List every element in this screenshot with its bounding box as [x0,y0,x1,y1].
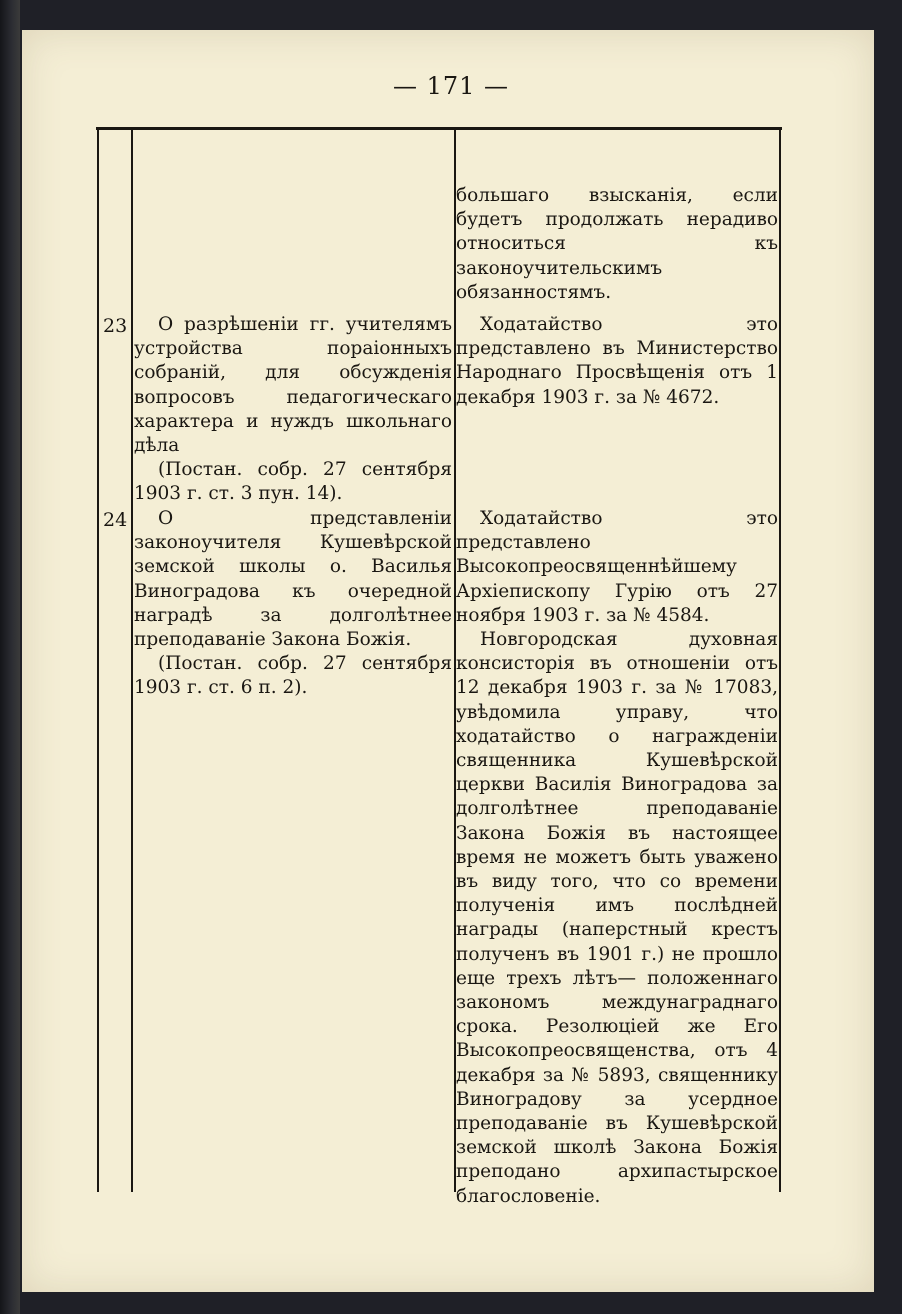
continuation-paragraph: большаго взысканія, если будетъ продолжать нерадиво относиться къ законоучительскимъ обязанностямъ. [456,185,778,303]
resolution-paragraph: Ходатайство это представлено въ Министерство Народнаго Просвѣщенія отъ 1 декабря 1903 г. за № 4672. [456,314,778,408]
entry-reference: (Постан. собр. 27 сентября 1903 г. ст. 6 п. 2). [134,653,452,699]
entry-number: 24 [103,509,128,531]
entry-resolution [456,313,778,410]
resolution-paragraph: Ходатайство это представлено Высокопреосвященнѣйшему Архіепископу Гурію отъ 27 ноября 1903 г. за № 4584. [456,508,778,626]
number-column-divider [131,130,133,1192]
table-left-border [97,130,99,1192]
entry-resolution [456,507,778,1209]
page-number: — 171 — [392,72,510,100]
resolution-paragraph: Новгородская духовная консисторія въ отношеніи отъ 12 декабря 1903 г. за № 17083, увѣдомила управу, что ходатайство о награжденіи священника Кушевѣрской церкви Василія Виноградова за долголѣтнее преподаваніе Закона Божія въ настоящее время не можетъ быть уважено въ виду того, что со времени полученія имъ послѣдней награды (наперстный крестъ полученъ въ 1901 г.) не прошло еще трехъ лѣтъ— положеннаго закономъ междунаграднаго срока. Резолюціей же Его Высокопреосвященства, отъ 4 декабря за № 5893, священнику Виноградову за усердное преподаваніе въ Кушевѣрской земской школѣ Закона Божія преподано архипастырское благословеніе. [456,629,778,1207]
entry-number: 23 [103,315,128,337]
table-right-border [779,130,781,1192]
entry-subject-text: О разрѣшеніи гг. учителямъ устройства пораіонныхъ собраній, для обсужденія вопросовъ педагогическаго характера и нуждъ школьнаго дѣла [134,314,452,457]
book-spine [0,0,20,1314]
entry-reference: (Постан. собр. 27 сентября 1903 г. ст. 3 пун. 14). [134,459,452,505]
entry-subject-text: О представленіи законоучителя Кушевѣрской земской школы о. Василья Виноградова къ очередной наградѣ за долголѣтнее преподаваніе Закона Божія. [134,508,452,651]
table-top-rule [96,127,782,130]
entry-subject [134,313,452,507]
entry-subject [134,507,452,701]
continuation-text [456,184,778,305]
